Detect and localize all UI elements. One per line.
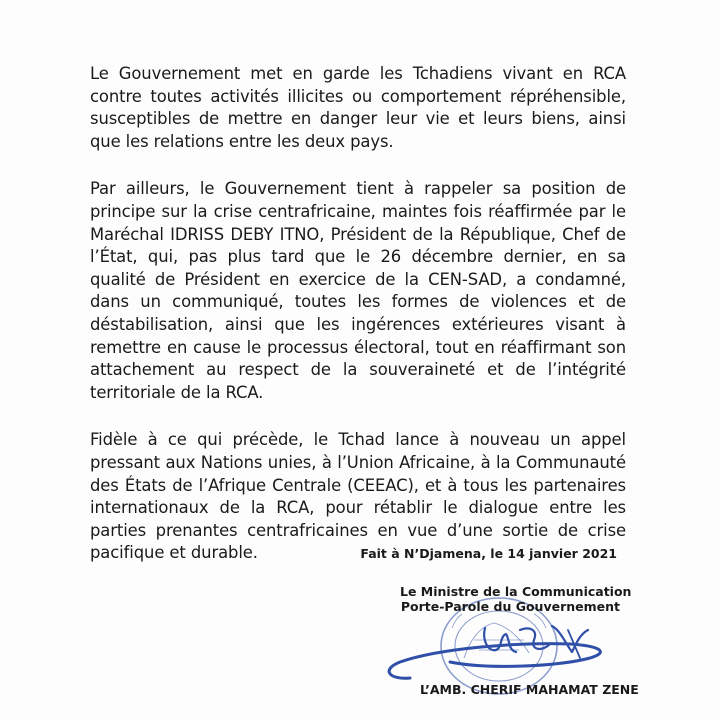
- signatory-name: L’AMB. CHERIF MAHAMAT ZENE: [420, 682, 639, 697]
- paragraph-warning: Le Gouvernement met en garde les Tchadiens vivant en RCA contre toutes activités illicites ou comportement répréhensible, susceptibles de mettre en danger leur vie et leurs biens, ainsi que les relations entre les deux pays.: [90, 64, 626, 151]
- minister-title-line2: Porte-Parole du Gouvernement: [400, 599, 620, 614]
- paragraph-position: Par ailleurs, le Gouvernement tient à rappeler sa position de principe sur la crise centrafricaine, maintes fois réaffirmée par le Maréchal IDRISS DEBY ITNO, Président de la République, Chef de l’État, qui, pas plus tard que le 26 décembre dernier, en sa qualité de Président en exercice de la CEN-SAD, a condamné, dans un communiqué, toutes les formes de violences et de déstabilisation, ainsi que les ingérences extérieures visant à remettre en cause le processus électoral, tout en réaffirmant son attachement au respect de la souveraineté et de l’intégrité territoriale de la RCA.: [90, 179, 626, 402]
- document-body: [90, 63, 626, 590]
- paragraph-appeal: Fidèle à ce qui précède, le Tchad lance à nouveau un appel pressant aux Nations unies, à l’Union Africaine, à la Communauté des États de l’Afrique Centrale (CEEAC), et à tous les partenaires internationaux de la RCA, pour rétablir le dialogue entre les parties prenantes centrafricaines en vue d’une sortie de crise pacifique et durable.: [90, 430, 626, 563]
- signature-block: [380, 580, 640, 710]
- dateline: Fait à N’Djamena, le 14 janvier 2021: [360, 546, 617, 561]
- handwritten-signature-icon: [370, 600, 630, 690]
- minister-title-line1: Le Ministre de la Communication: [400, 584, 632, 599]
